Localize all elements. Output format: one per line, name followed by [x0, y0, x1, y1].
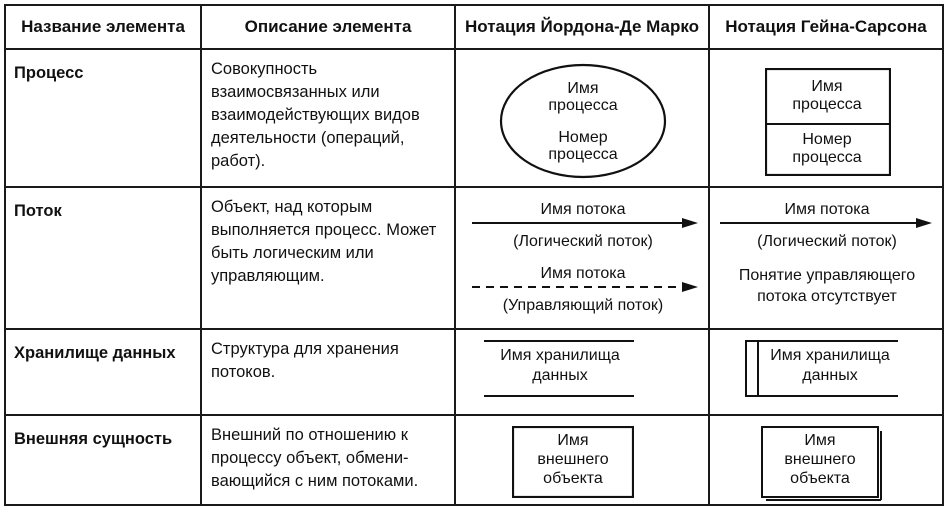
header-yourdon: Нотация Йордона-Де Марко — [455, 5, 709, 49]
cell-name — [5, 187, 201, 329]
yourdon-external-entity-symbol — [456, 416, 708, 504]
process-name-line1: Имя — [811, 78, 843, 95]
cell-description — [201, 329, 455, 415]
entity-name-line3: объекта — [790, 470, 850, 487]
data-store-name-line2: данных — [532, 367, 588, 384]
cell-name — [5, 329, 201, 415]
cell-name — [5, 49, 201, 187]
element-name: Внешняя сущность — [14, 430, 173, 448]
data-store-name-line1: Имя хранилища — [500, 347, 620, 364]
cell-gane — [709, 415, 943, 505]
control-flow-name: Имя потока — [540, 265, 626, 282]
cell-yourdon — [455, 415, 709, 505]
element-description: Объект, над которым выполняется процесс. Может быть логическим или управляющим. — [211, 198, 437, 285]
entity-name-line2: внешнего — [784, 451, 856, 468]
element-description: Структура для хранения потоков. — [211, 340, 399, 381]
entity-name-line1: Имя — [804, 432, 836, 449]
cell-description — [201, 187, 455, 329]
gane-process-symbol — [710, 50, 942, 186]
header-gane: Нотация Гейна-Сарсона — [709, 5, 943, 49]
header-name: Название элемента — [5, 5, 201, 49]
cell-gane — [709, 187, 943, 329]
gane-external-entity-symbol — [710, 416, 942, 504]
table-row-external-entity — [5, 415, 943, 505]
data-store-name-line1: Имя хранилища — [770, 347, 890, 364]
logical-flow-caption: (Логический поток) — [513, 233, 653, 250]
process-number-line2: процесса — [548, 146, 618, 163]
logical-flow-arrow-icon — [470, 215, 700, 231]
process-number-line1: Номер — [558, 129, 608, 146]
notation-table — [4, 4, 944, 506]
cell-yourdon — [455, 49, 709, 187]
header-row — [5, 5, 943, 49]
gane-flow-symbols — [710, 188, 942, 328]
table-row-process — [5, 49, 943, 187]
element-description: Совокупность взаимосвязанных или взаимодействующих видов деятельности (операций, работ). — [211, 60, 420, 170]
yourdon-process-symbol — [456, 50, 708, 186]
gane-data-store-symbol — [710, 330, 942, 414]
no-control-flow-note-line1: Понятие управляющего — [738, 267, 916, 284]
logical-flow-name: Имя потока — [784, 201, 870, 218]
logical-flow-name: Имя потока — [540, 201, 626, 218]
data-store-name-line2: данных — [802, 367, 858, 384]
process-name-line2: процесса — [792, 96, 862, 113]
element-name: Процесс — [14, 64, 84, 82]
cell-yourdon — [455, 187, 709, 329]
header-description: Описание элемента — [201, 5, 455, 49]
control-flow-dashed-arrow-icon — [470, 279, 700, 295]
process-number-line1: Номер — [802, 131, 852, 148]
element-name: Хранилище данных — [14, 344, 176, 362]
control-flow-caption: (Управляющий поток) — [502, 297, 664, 314]
table-row-flow — [5, 187, 943, 329]
entity-name-line1: Имя — [557, 432, 589, 449]
entity-name-line2: внешнего — [537, 451, 609, 468]
cell-gane — [709, 49, 943, 187]
process-number-line2: процесса — [792, 149, 862, 166]
yourdon-data-store-symbol — [456, 330, 708, 414]
cell-description — [201, 415, 455, 505]
element-name: Поток — [14, 202, 62, 220]
process-name-line2: процесса — [548, 97, 618, 114]
entity-name-line3: объекта — [543, 470, 603, 487]
no-control-flow-note-line2: потока отсутствует — [757, 288, 897, 305]
cell-description — [201, 49, 455, 187]
yourdon-flow-symbols — [456, 188, 708, 328]
process-name-line1: Имя — [567, 80, 599, 97]
logical-flow-arrow-icon — [718, 215, 934, 231]
cell-yourdon — [455, 329, 709, 415]
logical-flow-caption: (Логический поток) — [757, 233, 897, 250]
element-description: Внешний по отношению к процессу объект, обмени-вающийся с ним потоками. — [211, 426, 419, 490]
table-row-data-store — [5, 329, 943, 415]
cell-gane — [709, 329, 943, 415]
cell-name — [5, 415, 201, 505]
